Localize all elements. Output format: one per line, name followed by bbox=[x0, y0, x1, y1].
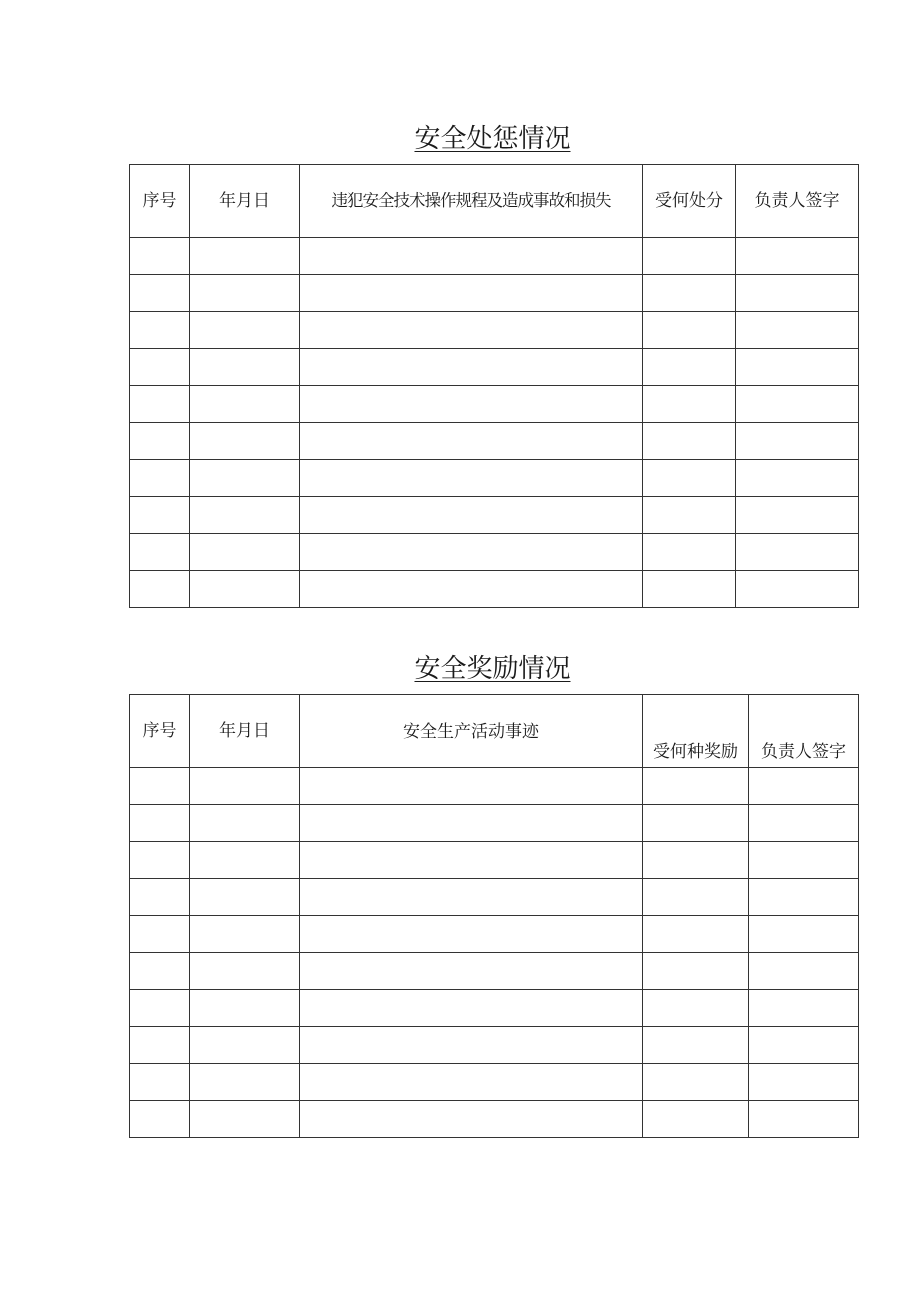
penalty-table-cell[interactable] bbox=[643, 386, 736, 423]
penalty-table-cell[interactable] bbox=[643, 497, 736, 534]
penalty-table-row bbox=[130, 312, 859, 349]
penalty-table-cell[interactable] bbox=[130, 238, 190, 275]
reward-table-row bbox=[130, 990, 859, 1027]
penalty-table-cell[interactable] bbox=[190, 571, 300, 608]
reward-table-cell[interactable] bbox=[190, 805, 300, 842]
reward-table-row bbox=[130, 768, 859, 805]
reward-table-cell[interactable] bbox=[300, 916, 643, 953]
penalty-table-cell[interactable] bbox=[300, 571, 643, 608]
penalty-table-cell[interactable] bbox=[736, 460, 859, 497]
reward-table-row bbox=[130, 879, 859, 916]
penalty-header-row bbox=[130, 165, 859, 238]
penalty-table-cell[interactable] bbox=[736, 497, 859, 534]
reward-table-cell[interactable] bbox=[190, 916, 300, 953]
reward-table-cell[interactable] bbox=[749, 953, 859, 990]
reward-table bbox=[129, 694, 859, 1138]
reward-table-cell[interactable] bbox=[749, 768, 859, 805]
penalty-header-signature: 负责人签字 bbox=[736, 165, 859, 238]
reward-table-cell[interactable] bbox=[130, 916, 190, 953]
reward-table-cell[interactable] bbox=[130, 1101, 190, 1138]
reward-table-cell[interactable] bbox=[300, 805, 643, 842]
reward-table-cell[interactable] bbox=[190, 879, 300, 916]
penalty-table-row bbox=[130, 386, 859, 423]
penalty-table-cell[interactable] bbox=[736, 312, 859, 349]
penalty-table-cell[interactable] bbox=[643, 571, 736, 608]
penalty-table-cell[interactable] bbox=[190, 460, 300, 497]
penalty-title-text: 安全处惩情况 bbox=[414, 124, 571, 154]
reward-table-cell[interactable] bbox=[300, 1101, 643, 1138]
penalty-table-cell[interactable] bbox=[300, 238, 643, 275]
penalty-table-cell[interactable] bbox=[190, 497, 300, 534]
reward-table-cell[interactable] bbox=[749, 879, 859, 916]
penalty-table-row bbox=[130, 423, 859, 460]
penalty-table-row bbox=[130, 238, 859, 275]
penalty-table-cell[interactable] bbox=[643, 238, 736, 275]
penalty-table-cell[interactable] bbox=[130, 312, 190, 349]
reward-table-cell[interactable] bbox=[190, 768, 300, 805]
penalty-table-cell[interactable] bbox=[643, 312, 736, 349]
reward-table-cell[interactable] bbox=[130, 879, 190, 916]
reward-table-cell[interactable] bbox=[643, 842, 749, 879]
reward-table-cell[interactable] bbox=[749, 1064, 859, 1101]
reward-table-cell[interactable] bbox=[643, 1027, 749, 1064]
reward-header-award: 受何种奖励 bbox=[643, 695, 749, 768]
reward-table-cell[interactable] bbox=[749, 1027, 859, 1064]
penalty-table-cell[interactable] bbox=[300, 423, 643, 460]
reward-table-cell[interactable] bbox=[190, 842, 300, 879]
reward-table-cell[interactable] bbox=[749, 916, 859, 953]
penalty-table-row bbox=[130, 571, 859, 608]
penalty-table-cell[interactable] bbox=[300, 386, 643, 423]
penalty-table-cell[interactable] bbox=[643, 349, 736, 386]
reward-table-cell[interactable] bbox=[643, 879, 749, 916]
penalty-header-punishment: 受何处分 bbox=[643, 165, 736, 238]
penalty-table-row bbox=[130, 275, 859, 312]
reward-table-body bbox=[130, 768, 859, 1138]
penalty-table-cell[interactable] bbox=[736, 349, 859, 386]
penalty-table-row bbox=[130, 460, 859, 497]
reward-table-cell[interactable] bbox=[130, 805, 190, 842]
reward-table-cell[interactable] bbox=[130, 953, 190, 990]
penalty-table-cell[interactable] bbox=[190, 386, 300, 423]
reward-table-cell[interactable] bbox=[130, 1027, 190, 1064]
reward-title-text: 安全奖励情况 bbox=[414, 654, 571, 684]
reward-table-row bbox=[130, 1027, 859, 1064]
reward-table-cell[interactable] bbox=[643, 916, 749, 953]
reward-table-cell[interactable] bbox=[300, 1027, 643, 1064]
penalty-table-cell[interactable] bbox=[300, 460, 643, 497]
reward-table-cell[interactable] bbox=[130, 768, 190, 805]
penalty-table-cell[interactable] bbox=[736, 386, 859, 423]
penalty-table-cell[interactable] bbox=[300, 534, 643, 571]
penalty-table-cell[interactable] bbox=[130, 423, 190, 460]
penalty-table-cell[interactable] bbox=[736, 238, 859, 275]
reward-table-cell[interactable] bbox=[300, 879, 643, 916]
penalty-table-row bbox=[130, 349, 859, 386]
reward-table-cell[interactable] bbox=[749, 1101, 859, 1138]
reward-header-activity: 安全生产活动事迹 bbox=[300, 695, 643, 768]
reward-table-cell[interactable] bbox=[300, 953, 643, 990]
penalty-table-cell[interactable] bbox=[130, 571, 190, 608]
reward-table-cell[interactable] bbox=[190, 1064, 300, 1101]
penalty-table-cell[interactable] bbox=[643, 460, 736, 497]
reward-table-cell[interactable] bbox=[190, 990, 300, 1027]
reward-table-cell[interactable] bbox=[643, 768, 749, 805]
reward-header-index: 序号 bbox=[130, 695, 190, 768]
reward-header-date: 年月日 bbox=[190, 695, 300, 768]
reward-table-cell[interactable] bbox=[130, 842, 190, 879]
reward-table-cell[interactable] bbox=[130, 990, 190, 1027]
penalty-table-body bbox=[130, 238, 859, 608]
penalty-table-cell[interactable] bbox=[190, 423, 300, 460]
penalty-table-cell[interactable] bbox=[736, 275, 859, 312]
reward-table-cell[interactable] bbox=[643, 990, 749, 1027]
penalty-table-cell[interactable] bbox=[130, 460, 190, 497]
penalty-table-cell[interactable] bbox=[300, 349, 643, 386]
penalty-table-row bbox=[130, 534, 859, 571]
penalty-table-cell[interactable] bbox=[130, 386, 190, 423]
penalty-table-cell[interactable] bbox=[190, 534, 300, 571]
reward-table-row bbox=[130, 842, 859, 879]
reward-table-cell[interactable] bbox=[643, 1064, 749, 1101]
penalty-table-cell[interactable] bbox=[130, 534, 190, 571]
penalty-table-cell[interactable] bbox=[190, 275, 300, 312]
penalty-table-cell[interactable] bbox=[130, 497, 190, 534]
reward-table-row bbox=[130, 1064, 859, 1101]
penalty-table-cell[interactable] bbox=[736, 571, 859, 608]
reward-table-cell[interactable] bbox=[300, 842, 643, 879]
penalty-table-cell[interactable] bbox=[130, 275, 190, 312]
penalty-table-cell[interactable] bbox=[190, 312, 300, 349]
penalty-table bbox=[129, 164, 859, 608]
reward-section-title bbox=[0, 652, 920, 686]
penalty-header-index: 序号 bbox=[130, 165, 190, 238]
penalty-table-cell[interactable] bbox=[736, 423, 859, 460]
reward-table-cell[interactable] bbox=[300, 990, 643, 1027]
reward-table-cell[interactable] bbox=[190, 1101, 300, 1138]
penalty-table-cell[interactable] bbox=[300, 312, 643, 349]
reward-table-cell[interactable] bbox=[190, 1027, 300, 1064]
penalty-header-violation: 违犯安全技术操作规程及造成事故和损失 bbox=[300, 165, 643, 238]
reward-table-cell[interactable] bbox=[643, 805, 749, 842]
penalty-header-date: 年月日 bbox=[190, 165, 300, 238]
reward-table-cell[interactable] bbox=[300, 1064, 643, 1101]
reward-header-signature: 负责人签字 bbox=[749, 695, 859, 768]
penalty-table-cell[interactable] bbox=[300, 497, 643, 534]
reward-table-cell[interactable] bbox=[749, 990, 859, 1027]
penalty-table-cell[interactable] bbox=[130, 349, 190, 386]
penalty-table-cell[interactable] bbox=[643, 423, 736, 460]
reward-table-cell[interactable] bbox=[749, 842, 859, 879]
penalty-table-row bbox=[130, 497, 859, 534]
reward-table-cell[interactable] bbox=[643, 1101, 749, 1138]
penalty-section-title bbox=[0, 122, 920, 156]
reward-table-row bbox=[130, 805, 859, 842]
reward-table-row bbox=[130, 1101, 859, 1138]
reward-table-cell[interactable] bbox=[300, 768, 643, 805]
reward-table-row bbox=[130, 953, 859, 990]
reward-header-row bbox=[130, 695, 859, 768]
reward-table-row bbox=[130, 916, 859, 953]
reward-table-cell[interactable] bbox=[190, 953, 300, 990]
penalty-table-cell[interactable] bbox=[643, 534, 736, 571]
penalty-table-cell[interactable] bbox=[190, 349, 300, 386]
penalty-table-cell[interactable] bbox=[643, 275, 736, 312]
penalty-table-cell[interactable] bbox=[300, 275, 643, 312]
reward-table-cell[interactable] bbox=[130, 1064, 190, 1101]
penalty-table-cell[interactable] bbox=[736, 534, 859, 571]
reward-table-cell[interactable] bbox=[749, 805, 859, 842]
reward-table-cell[interactable] bbox=[643, 953, 749, 990]
penalty-table-cell[interactable] bbox=[190, 238, 300, 275]
